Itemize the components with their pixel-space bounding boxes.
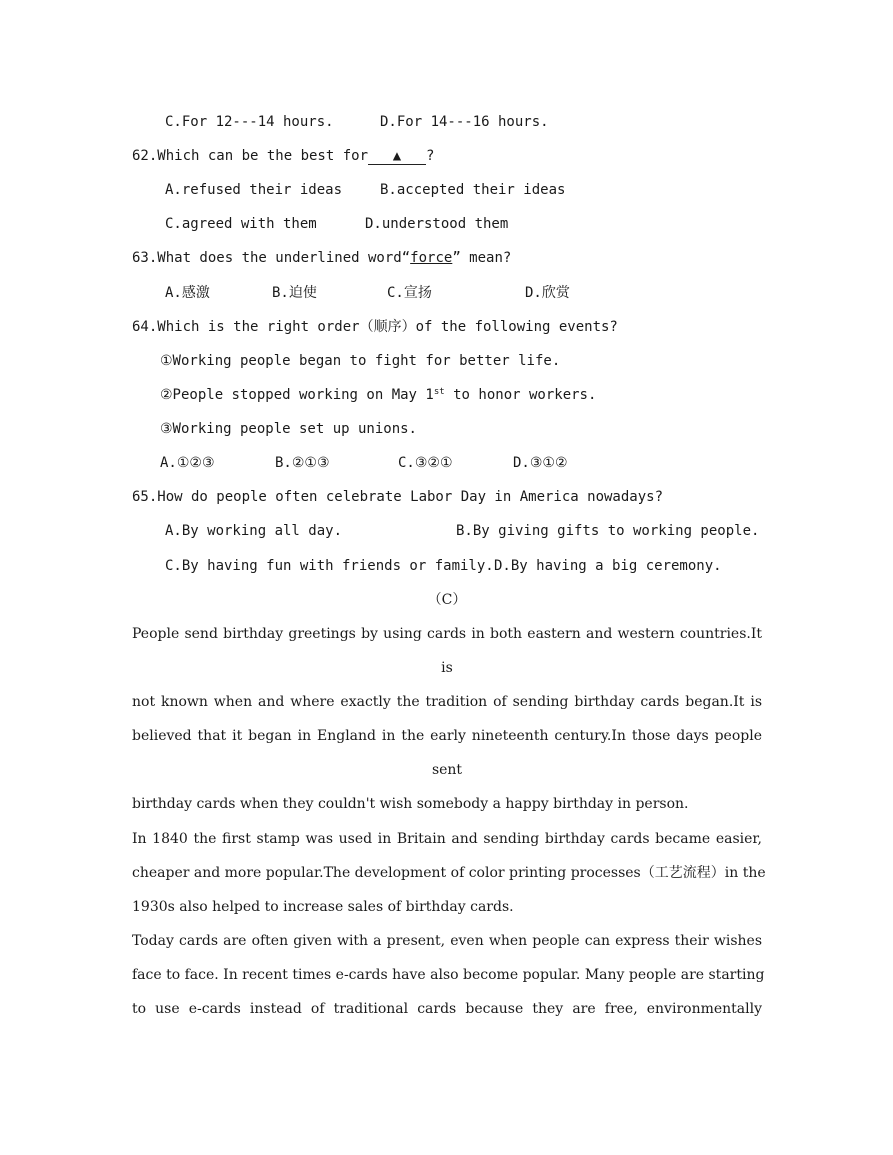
passage-c-line: birthday cards when they couldn't wish somebody a happy birthday in person.	[132, 796, 689, 812]
q61-option-c: C.For 12---14 hours.	[165, 114, 334, 130]
q62-stem: 62.Which can be the best for	[132, 148, 369, 164]
q64-event-1: ①Working people began to fight for better life.	[160, 353, 561, 369]
q63-pre: 63.What does the underlined word“	[132, 250, 411, 266]
q62-option-b: B.accepted their ideas	[380, 182, 566, 198]
passage-c-line: People send birthday greetings by using cards in both eastern and western countries.It	[132, 626, 762, 642]
q62-option-c: C.agreed with them	[165, 216, 317, 232]
passage-c-line: not known when and where exactly the tradition of sending birthday cards began.It is	[132, 694, 762, 710]
q62-option-a: A.refused their ideas	[165, 182, 343, 198]
q63-question	[132, 248, 511, 268]
q62-option-d: D.understood them	[365, 216, 509, 232]
passage-c-line: believed that it began in England in the early nineteenth century.In those days people	[132, 728, 762, 744]
q64-event-3: ③Working people set up unions.	[160, 421, 417, 437]
q64-event-2	[160, 385, 596, 405]
passage-c-line: face to face. In recent times e-cards have also become popular. Many people are starting	[132, 967, 765, 983]
q65-question: 65.How do people often celebrate Labor Day in America nowadays?	[132, 489, 664, 505]
q62-end: ?	[426, 148, 435, 164]
q65-option-c: C.By having fun with friends or family.	[165, 558, 494, 574]
q63-option-a: A.感激	[165, 285, 210, 301]
q65-option-d: D.By having a big ceremony.	[494, 558, 722, 574]
passage-c-line: cheaper and more popular.The development of color printing processes（工艺流程）in the	[132, 865, 766, 881]
q62-question	[132, 146, 434, 166]
passage-c-line: is	[441, 660, 453, 676]
passage-c-line: In 1840 the first stamp was used in Britain and sending birthday cards became easier,	[132, 831, 762, 847]
q65-option-b: B.By giving gifts to working people.	[456, 523, 760, 539]
passage-c-line: sent	[431, 762, 463, 778]
q65-option-a: A.By working all day.	[165, 523, 343, 539]
passage-c-line: Today cards are often given with a present, even when people can express their wishes	[132, 933, 762, 949]
q63-underlined-word: force	[410, 250, 453, 266]
q64-option-c: C.③②①	[398, 455, 453, 471]
q64-event-2-pre: ②People stopped working on May 1	[160, 387, 434, 403]
q64-option-b: B.②①③	[275, 455, 330, 471]
q64-option-d: D.③①②	[513, 455, 568, 471]
q63-option-d: D.欣赏	[525, 285, 570, 301]
q61-option-d: D.For 14---16 hours.	[380, 114, 549, 130]
q63-option-c: C.宣扬	[387, 285, 432, 301]
passage-c-line: 1930s also helped to increase sales of birthday cards.	[132, 899, 514, 915]
passage-c-line: to use e-cards instead of traditional cards because they are free, environmentally	[132, 1001, 762, 1017]
passage-c-heading: （C）	[427, 592, 467, 608]
q64-option-a: A.①②③	[160, 455, 215, 471]
q64-event-2-post: to honor workers.	[444, 387, 597, 403]
q63-post: ” mean?	[452, 250, 512, 266]
q64-question: 64.Which is the right order（顺序）of the following events?	[132, 319, 618, 335]
q64-event-2-sup: st	[433, 387, 445, 397]
q63-option-b: B.迫使	[272, 285, 317, 301]
q62-blank: ▲	[368, 148, 426, 165]
